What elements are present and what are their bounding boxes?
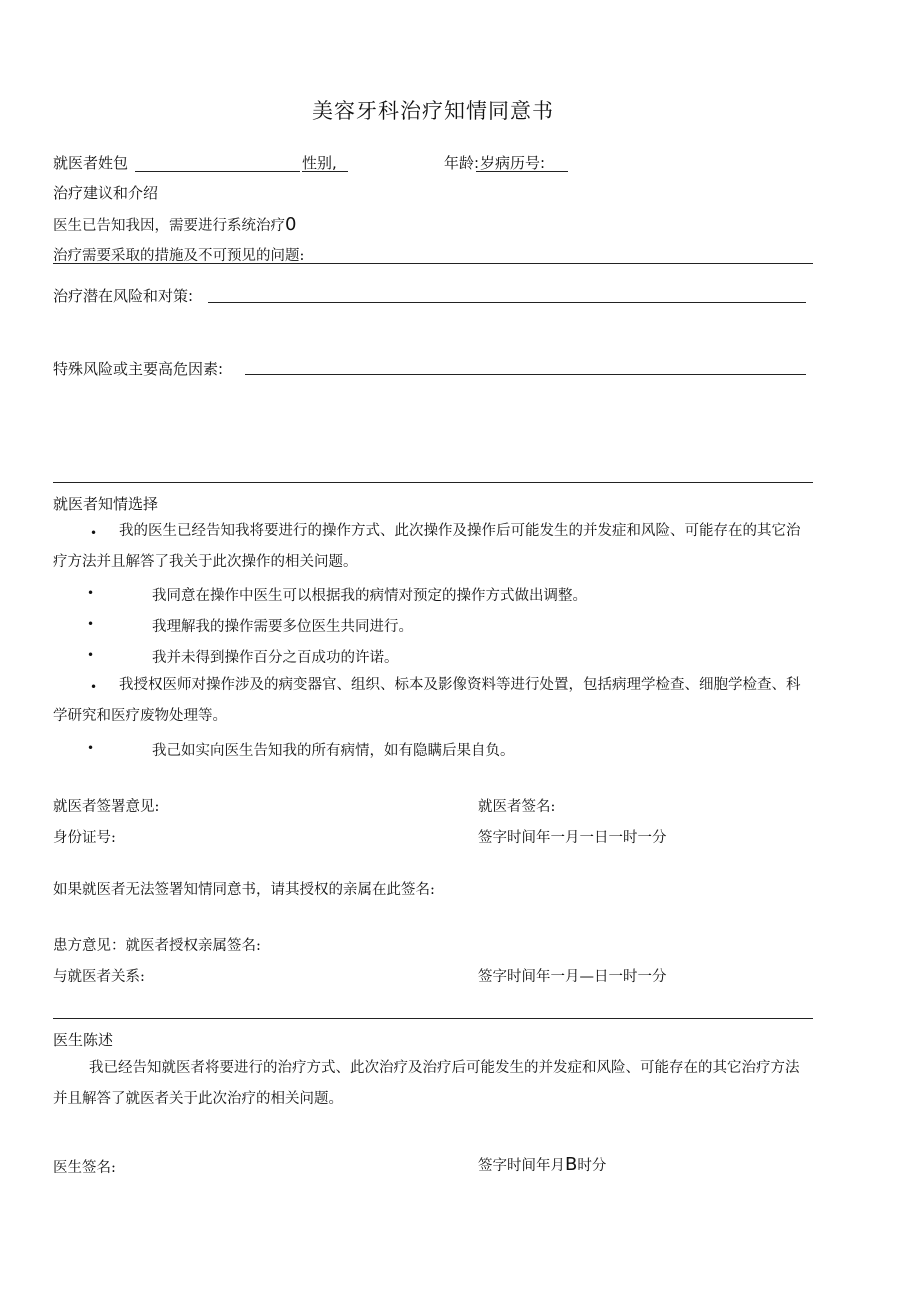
doctor-time-prefix: 签字时间年月	[478, 1158, 565, 1174]
choice-item-1: 我的医生已经告知我将要进行的操作方式、此次操作及操作后可能发生的并发症和风险、可能存在的其它治疗方法并且解答了我关于此次操作的相关问题。	[53, 523, 801, 570]
doctor-sign-time	[478, 1154, 606, 1175]
doctor-sign-label: 医生签名:	[53, 1160, 116, 1176]
treatment-line-1	[53, 214, 296, 235]
bullet-icon: •	[87, 741, 95, 755]
bullet-icon: •	[90, 680, 98, 694]
choice-item-4: 我并未得到操作百分之百成功的许诺。	[152, 650, 399, 666]
doctor-heading: 医生陈述	[53, 1031, 114, 1049]
doctor-time-b: B	[565, 1154, 578, 1175]
treatment-line-1-suffix: 0	[285, 214, 297, 235]
bullet-icon: •	[87, 648, 95, 662]
patient-opinion-label: 就医者签署意见:	[53, 799, 160, 815]
treatment-line-2: 治疗需要采取的措施及不可预见的问题:	[53, 248, 305, 264]
patient-name-field[interactable]	[135, 171, 300, 172]
proxy-opinion-label: 患方意见：就医者授权亲属签名:	[53, 938, 261, 954]
proxy-note: 如果就医者无法签署知情同意书，请其授权的亲属在此签名:	[53, 882, 435, 898]
choice-item-3: 我理解我的操作需要多位医生共同进行。	[152, 619, 413, 635]
age-unit-record-label: 岁病历号:	[480, 154, 546, 172]
choice-item-6: 我己如实向医生告知我的所有病情，如有隐瞒后果自负。	[152, 743, 515, 759]
choice-item-5: 我授权医师对操作涉及的病变器官、组织、标本及影像资料等进行处置，包括病理学检查、细胞学检查、科学研究和医疗废物处理等。	[53, 677, 801, 724]
special-risk-field[interactable]	[245, 374, 806, 375]
section-divider	[53, 263, 813, 264]
patient-sign-label: 就医者签名:	[478, 799, 556, 815]
gender-field[interactable]	[302, 171, 348, 172]
bullet-icon: •	[87, 586, 95, 600]
record-number-field[interactable]	[476, 171, 568, 172]
risk-label: 治疗潜在风险和对策:	[53, 287, 194, 305]
treatment-heading: 治疗建议和介绍	[53, 184, 159, 202]
patient-name-label: 就医者姓包	[53, 154, 129, 172]
sign-time-2: 签字时间年一月—日一时一分	[478, 969, 667, 985]
doctor-time-suffix: 时分	[577, 1158, 607, 1174]
id-number-label: 身份证号:	[53, 830, 116, 846]
gender-label: 性别,	[302, 154, 337, 172]
treatment-line-1-text: 医生已告知我因，需要进行系统治疗	[53, 218, 285, 234]
choice-item-2: 我同意在操作中医生可以根据我的病情对预定的操作方式做出调整。	[152, 588, 587, 604]
bullet-icon: •	[87, 617, 95, 631]
sign-time-1: 签字时间年一月一日一时一分	[478, 830, 667, 846]
doctor-statement: 我已经告知就医者将要进行的治疗方式、此次治疗及治疗后可能发生的并发症和风险、可能存在的其它治疗方法并且解答了就医者关于此次治疗的相关问题。	[53, 1060, 800, 1107]
age-label: 年龄:	[444, 154, 480, 172]
special-risk-label: 特殊风险或主要高危因素:	[53, 360, 224, 378]
document-title: 美容牙科治疗知情同意书	[312, 99, 554, 123]
section-divider	[53, 1018, 813, 1019]
bullet-icon: •	[90, 526, 98, 540]
section-divider	[53, 482, 813, 483]
relation-label: 与就医者关系:	[53, 969, 145, 985]
informed-choice-heading: 就医者知情选择	[53, 495, 159, 513]
risk-field[interactable]	[208, 302, 806, 303]
